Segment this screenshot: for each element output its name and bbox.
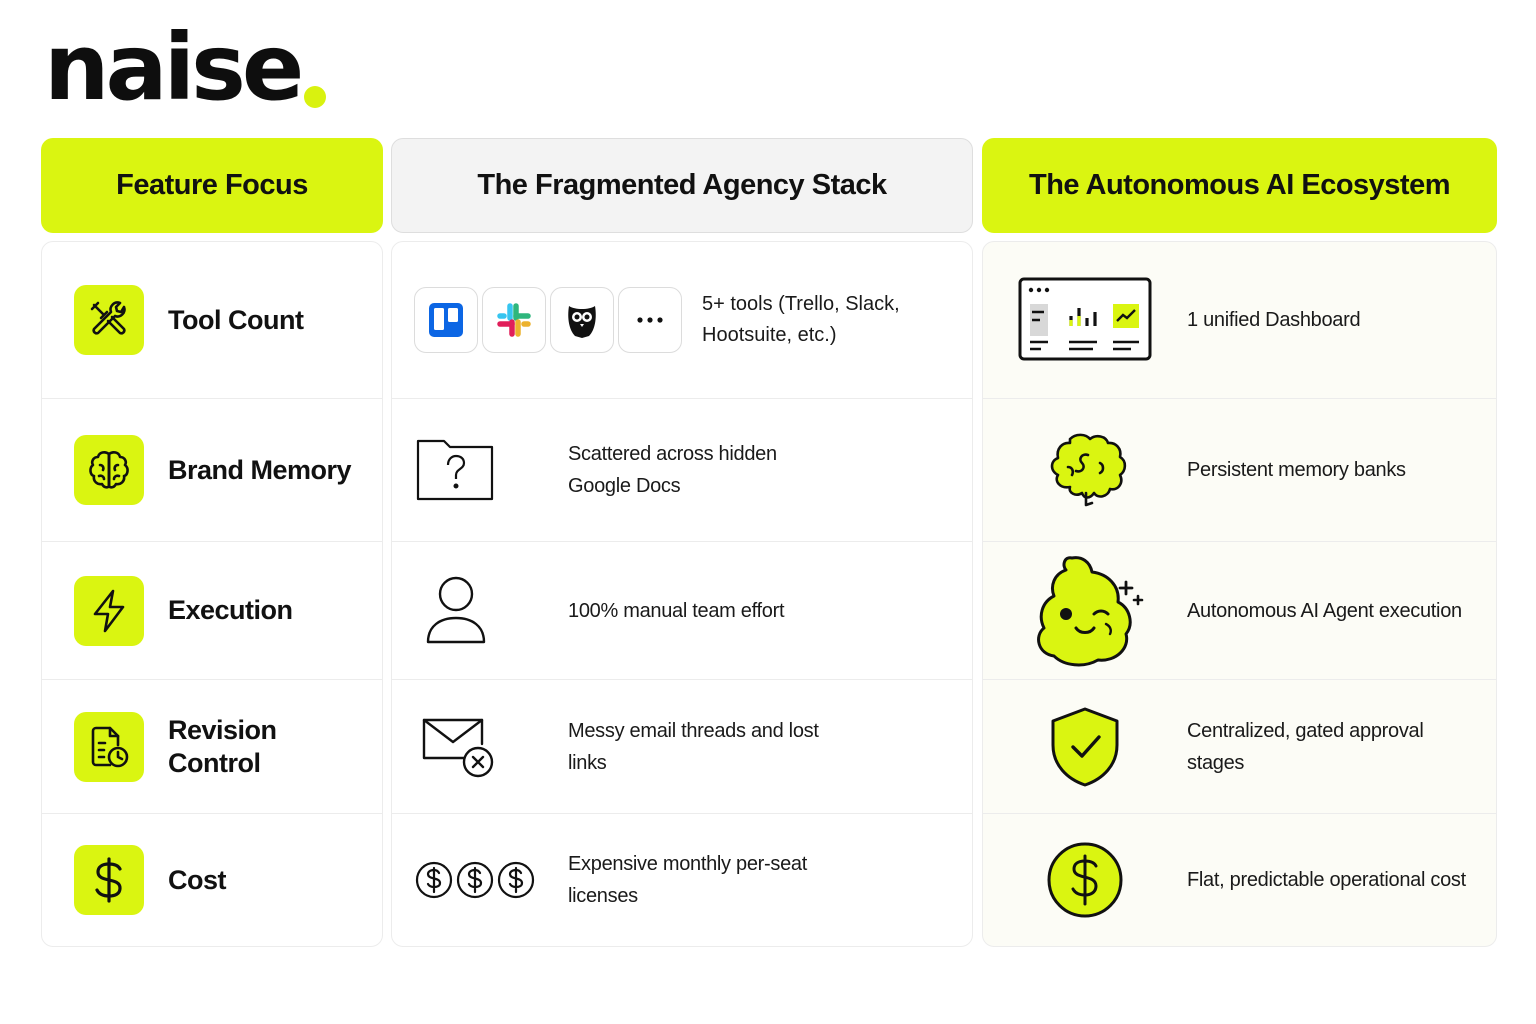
legacy-column-header: The Fragmented Agency Stack [391, 138, 973, 233]
brand-logo [44, 14, 326, 121]
legacy-text: Scattered across hidden Google Docs [568, 443, 777, 497]
feature-label: Cost [168, 864, 226, 895]
feature-label: Tool Count [168, 304, 304, 335]
ai-row [983, 814, 1496, 946]
lightning-icon [74, 576, 144, 646]
feature-row [42, 242, 382, 399]
ai-text: Flat, predictable operational cost [1187, 869, 1466, 891]
feature-column-body [41, 241, 383, 947]
feature-label: Revision Control [168, 714, 277, 778]
brain-icon [74, 435, 144, 505]
feature-row [42, 814, 382, 946]
ai-row [983, 399, 1496, 542]
brand-name: naise [44, 14, 301, 121]
legacy-text: Expensive monthly per-seat licenses [568, 853, 807, 907]
coins-icon [414, 858, 564, 902]
mascot-icon [995, 552, 1175, 670]
shield-check-icon [995, 705, 1175, 789]
feature-label: Brand Memory [168, 454, 352, 485]
legacy-column [391, 138, 973, 947]
legacy-row [392, 680, 972, 814]
dashboard-icon [995, 276, 1175, 364]
folder-question-icon [414, 435, 564, 505]
brain-icon [995, 431, 1175, 509]
ai-column-body [982, 241, 1497, 947]
legacy-row [392, 242, 972, 399]
trello-icon [414, 287, 478, 353]
ai-row [983, 680, 1496, 814]
tools-icon [74, 285, 144, 355]
ai-column [982, 138, 1497, 947]
mail-x-icon [414, 714, 564, 780]
ai-column-header: The Autonomous AI Ecosystem [982, 138, 1497, 233]
dollar-icon [74, 845, 144, 915]
more-icon [618, 287, 682, 353]
feature-row [42, 399, 382, 542]
legacy-text: Messy email threads and lost links [568, 719, 819, 774]
brand-dot [304, 86, 326, 108]
ai-text: Persistent memory banks [1187, 459, 1406, 481]
legacy-row [392, 399, 972, 542]
legacy-row [392, 814, 972, 946]
feature-column-header: Feature Focus [41, 138, 383, 233]
legacy-text: 5+ tools (Trello, Slack, Hootsuite, etc.) [702, 293, 900, 346]
ai-row [983, 542, 1496, 680]
dollar-coin-icon [995, 840, 1175, 920]
ai-row [983, 242, 1496, 399]
ai-text: Autonomous AI Agent execution [1187, 599, 1462, 622]
feature-row [42, 542, 382, 680]
ai-text: Centralized, gated approval stages [1187, 719, 1424, 774]
feature-label: Execution [168, 595, 293, 625]
slack-icon [482, 287, 546, 353]
hootsuite-owl-icon [550, 287, 614, 353]
legacy-column-body [391, 241, 973, 947]
feature-column [41, 138, 383, 947]
feature-row [42, 680, 382, 814]
legacy-text: 100% manual team effort [568, 599, 785, 622]
document-clock-icon [74, 712, 144, 782]
app-logos [414, 287, 682, 353]
ai-text: 1 unified Dashboard [1187, 309, 1361, 331]
user-icon [414, 574, 564, 648]
legacy-row [392, 542, 972, 680]
